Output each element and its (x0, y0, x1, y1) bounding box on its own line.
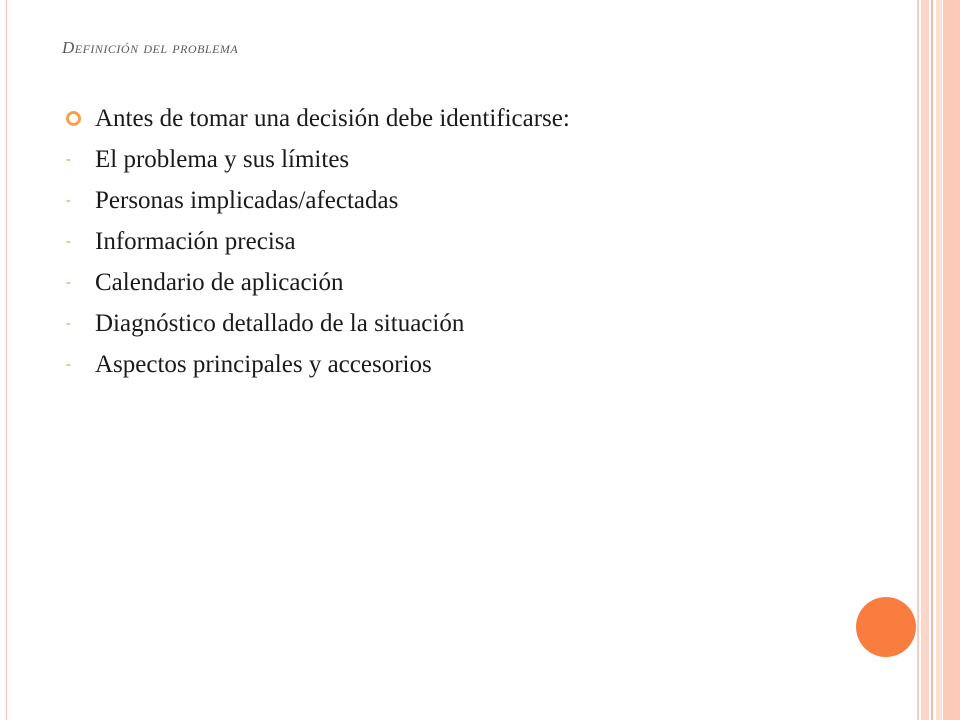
dash-bullet-icon: - (66, 152, 71, 167)
decorative-bar (943, 0, 960, 720)
list-item-text: Aspectos principales y accesorios (95, 351, 432, 378)
list-item-text: Diagnóstico detallado de la situación (95, 310, 465, 337)
dash-bullet-icon: - (66, 316, 71, 331)
list-item-text: Personas implicadas/afectadas (95, 187, 399, 214)
dash-bullet-icon: - (66, 234, 71, 249)
dash-bullet-icon: - (66, 275, 71, 290)
decorative-bar (917, 0, 919, 720)
decorative-bar (931, 0, 933, 720)
decorative-bar (936, 0, 942, 720)
lead-text: Antes de tomar una decisión debe identificarse: (95, 105, 570, 132)
list-item-text: Calendario de aplicación (95, 269, 344, 296)
dash-bullet-icon: - (66, 357, 71, 372)
slide-title: Definición del problema (62, 38, 239, 57)
ring-bullet-icon (66, 111, 81, 126)
list-item-text: Información precisa (95, 228, 296, 255)
left-border-line (6, 0, 7, 720)
decorative-circle (856, 597, 916, 657)
decorative-bar (921, 0, 929, 720)
dash-bullet-icon: - (66, 193, 71, 208)
list-item-text: El problema y sus límites (95, 146, 350, 173)
